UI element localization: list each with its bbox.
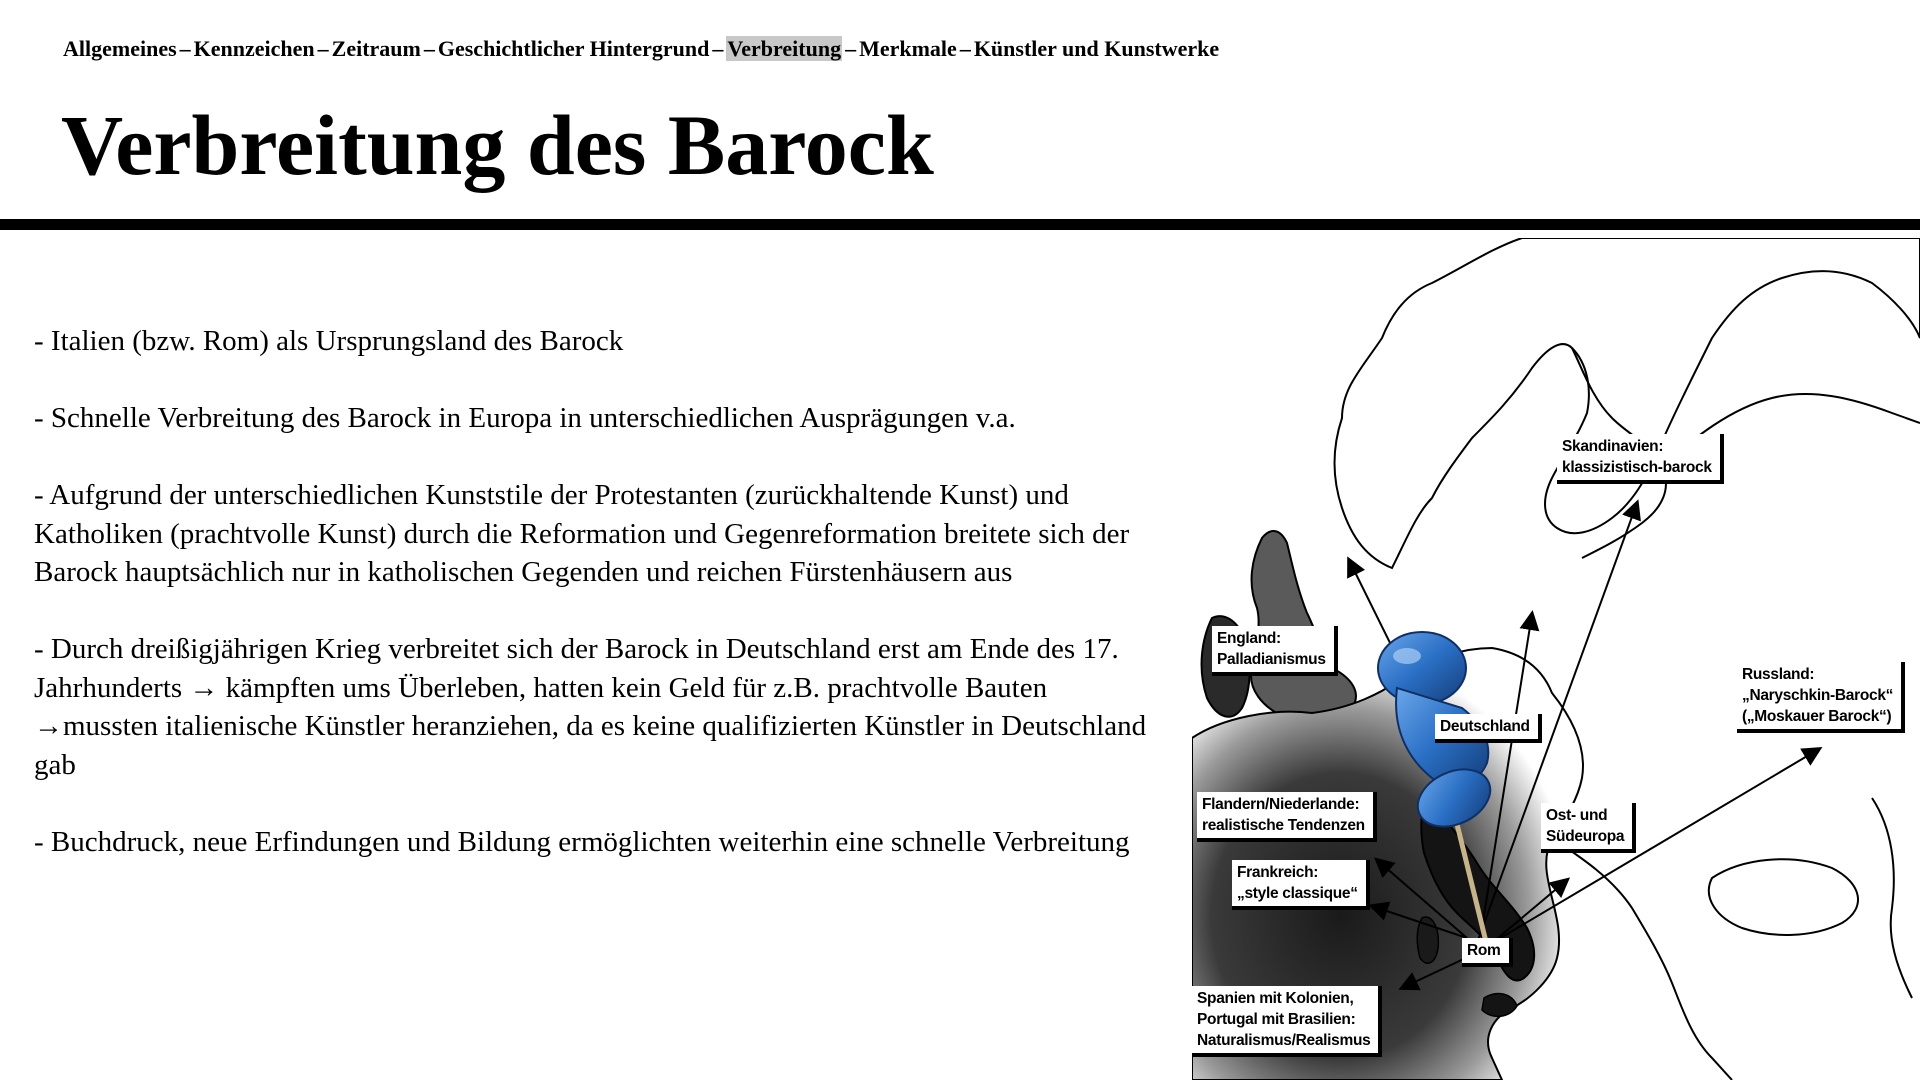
nav-item-kuenstler-und-kunstwerke[interactable]: Künstler und Kunstwerke	[973, 36, 1220, 61]
page-title: Verbreitung des Barock	[61, 97, 934, 193]
map-label-spanien: Spanien mit Kolonien, Portugal mit Brasilien: Naturalismus/Realismus	[1192, 986, 1382, 1057]
map-label-deutschland: Deutschland	[1435, 714, 1542, 743]
map-label-ost-suedeuropa: Ost- und Südeuropa	[1541, 803, 1636, 853]
nav-item-verbreitung[interactable]: Verbreitung	[727, 36, 842, 61]
europe-map	[1192, 238, 1920, 1080]
map-label-russland: Russland: „Naryschkin-Barock“ („Moskauer Barock“)	[1737, 662, 1905, 733]
top-navigation	[63, 36, 1219, 62]
nav-separator: –	[845, 36, 857, 61]
nav-item-allgemeines[interactable]: Allgemeines	[63, 36, 177, 61]
black-sea-shape	[1709, 859, 1858, 935]
nav-item-geschichtlicher-hintergrund[interactable]: Geschichtlicher Hintergrund	[437, 36, 710, 61]
map-label-skandinavien: Skandinavien: klassizistisch-barock	[1557, 434, 1724, 484]
paragraph-buchdruck: - Buchdruck, neue Erfindungen und Bildung ermöglichten weiterhin eine schnelle Verbreitung	[34, 825, 1130, 858]
nav-separator: –	[179, 36, 191, 61]
nav-item-kennzeichen[interactable]: Kennzeichen	[193, 36, 315, 61]
map-label-flandern: Flandern/Niederlande: realistische Tendenzen	[1197, 792, 1377, 842]
map-label-england: England: Palladianismus	[1212, 626, 1338, 676]
caspian-coast	[1872, 798, 1912, 998]
nav-separator: –	[317, 36, 329, 61]
nav-separator: –	[959, 36, 971, 61]
paragraph-ursprungsland: - Italien (bzw. Rom) als Ursprungsland des Barock	[34, 325, 624, 357]
title-divider	[0, 219, 1920, 230]
balkans-coast	[1552, 838, 1732, 1080]
scandinavia-shape	[1335, 238, 1920, 568]
nav-item-zeitraum[interactable]: Zeitraum	[331, 36, 421, 61]
map-label-rom: Rom	[1462, 938, 1513, 967]
nav-separator: –	[423, 36, 435, 61]
nav-separator: –	[712, 36, 724, 61]
paragraph-italienische-kuenstler: →mussten italienische Künstler heranziehen, da es keine qualifizierten Künstler in Deutschland gab	[34, 710, 1147, 781]
map-label-frankreich: Frankreich: „style classique“	[1232, 860, 1370, 910]
paragraph-verbreitung-europa: - Schnelle Verbreitung des Barock in Europa in unterschiedlichen Ausprägungen v.a.	[34, 402, 1016, 434]
nav-item-merkmale[interactable]: Merkmale	[859, 36, 957, 61]
paragraph-reformation: - Aufgrund der unterschiedlichen Kunststile der Protestanten (zurückhaltende Kunst) und Katholiken (prachtvolle Kunst) durch die Reformation und Gegenreformation breitete sich der Barock hauptsächlich nur in katholischen Gegenden und reichen Fürstenhäusern aus	[34, 479, 1130, 588]
content-body	[34, 322, 1174, 900]
paragraph-dreissigjaehriger-krieg: - Durch dreißigjährigen Krieg verbreitet sich der Barock in Deutschland erst am Ende des 17. Jahrhunderts → kämpften ums Überleben, hatten kein Geld für z.B. prachtvolle Bauten	[34, 633, 1119, 704]
